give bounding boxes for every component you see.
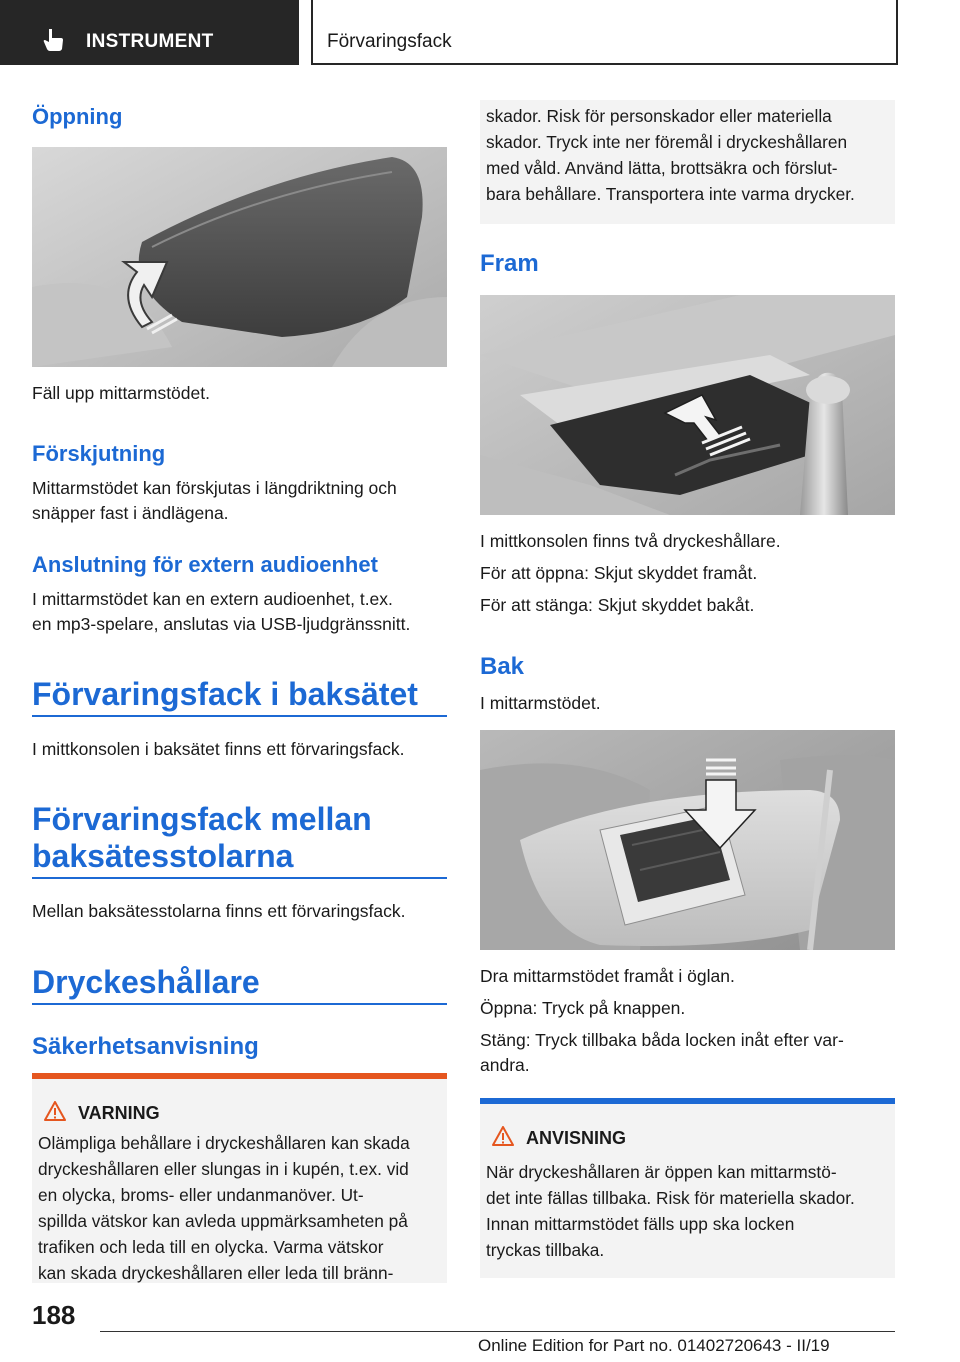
bak-line-2: Öppna: Tryck på knappen.: [480, 998, 686, 1018]
rear-cupholder-photo: [480, 730, 895, 950]
heading-mellan-1: Förvaringsfack mellan: [32, 801, 372, 837]
warning-bar: [32, 1073, 447, 1079]
anslutning-line-2: en mp3-spelare, anslutas via USB-ljudgränssnitt.: [32, 614, 411, 634]
warning-cont-line: skador. Tryck inte ner föremål i dryckeshållaren: [486, 132, 848, 152]
bak-line-3: Stäng: Tryck tillbaka båda locken inåt efter var-: [480, 1030, 844, 1050]
heading-oppning: Öppning: [32, 104, 123, 129]
mellan-text: Mellan baksätesstolarna finns ett förvaringsfack.: [32, 901, 406, 921]
bak-line-1: Dra mittarmstödet framåt i öglan.: [480, 966, 735, 986]
divider: [32, 1003, 447, 1005]
baksatet-text: I mittkonsolen i baksätet finns ett förvaringsfack.: [32, 739, 405, 759]
forskjutning-line-1: Mittarmstödet kan förskjutas i längdriktning och: [32, 478, 397, 498]
bak-line-4: andra.: [480, 1055, 530, 1075]
heading-forskjutning: Förskjutning: [32, 441, 166, 466]
armrest-illustration: [32, 147, 447, 367]
heading-bak: Bak: [480, 653, 525, 680]
warning-line: Olämpliga behållare i dryckeshållaren kan skada: [38, 1133, 410, 1153]
notice-triangle-icon: [492, 1126, 514, 1146]
front-cupholder-photo: [480, 295, 895, 515]
armrest-photo: [32, 147, 447, 367]
hand-pointer-icon: [42, 28, 64, 52]
section-label: INSTRUMENT: [86, 31, 214, 52]
warning-cont-line: skador. Risk för personskador eller materiella: [486, 106, 832, 126]
anslutning-line-1: I mittarmstödet kan en extern audioenhet, t.ex.: [32, 589, 393, 609]
divider: [32, 715, 447, 717]
warning-line: spillda vätskor kan avleda uppmärksamheten på: [38, 1211, 408, 1231]
warning-title: VARNING: [78, 1103, 160, 1123]
heading-anslutning: Anslutning för extern audioenhet: [32, 552, 378, 577]
front-cupholder-illustration: [480, 295, 895, 515]
warning-line: en olycka, broms- eller undanmanöver. Ut-: [38, 1185, 364, 1205]
fram-line-2: För att öppna: Skjut skyddet framåt.: [480, 563, 758, 583]
warning-line: kan skada dryckeshållaren eller leda till bränn-: [38, 1263, 394, 1283]
notice-line: tryckas tillbaka.: [486, 1240, 605, 1260]
notice-line: det inte fällas tillbaka. Risk för materiella skador.: [486, 1188, 855, 1208]
chapter-title-box: [311, 0, 898, 65]
footer-edition: Online Edition for Part no. 01402720643 - II/19: [478, 1336, 830, 1355]
heading-fram: Fram: [480, 250, 539, 277]
fram-line-1: I mittkonsolen finns två dryckeshållare.: [480, 531, 781, 551]
fram-line-3: För att stänga: Skjut skyddet bakåt.: [480, 595, 755, 615]
footer-divider: [100, 1331, 895, 1332]
notice-line: Innan mittarmstödet fälls upp ska locken: [486, 1214, 795, 1234]
warning-box: [32, 1073, 447, 1283]
heading-dryckeshallare: Dryckeshållare: [32, 964, 260, 1000]
heading-mellan-2: baksätesstolarna: [32, 838, 294, 874]
rear-cupholder-illustration: [480, 730, 895, 950]
warning-triangle-icon: [44, 1101, 66, 1121]
warning-cont-line: med våld. Använd lätta, brottsäkra och förslut-: [486, 158, 838, 178]
notice-line: När dryckeshållaren är öppen kan mittarmstö-: [486, 1162, 837, 1182]
heading-baksatet: Förvaringsfack i baksätet: [32, 676, 418, 712]
page-number: 188: [32, 1300, 76, 1330]
divider: [32, 877, 447, 879]
bak-intro: I mittarmstödet.: [480, 693, 601, 713]
warning-line: dryckeshållaren eller slungas in i kupén, t.ex. vid: [38, 1159, 409, 1179]
section-tab: [0, 0, 299, 65]
forskjutning-line-2: snäpper fast i ändlägena.: [32, 503, 229, 523]
warning-box-continued: [480, 100, 895, 224]
warning-line: trafiken och leda till en olycka. Varma vätskor: [38, 1237, 384, 1257]
heading-sakerhet: Säkerhetsanvisning: [32, 1033, 259, 1060]
chapter-title: Förvaringsfack: [327, 31, 452, 52]
notice-bar: [480, 1098, 895, 1104]
notice-title: ANVISNING: [526, 1128, 627, 1148]
oppning-caption: Fäll upp mittarmstödet.: [32, 383, 210, 403]
warning-cont-line: bara behållare. Transportera inte varma drycker.: [486, 184, 855, 204]
notice-box: [480, 1098, 895, 1278]
